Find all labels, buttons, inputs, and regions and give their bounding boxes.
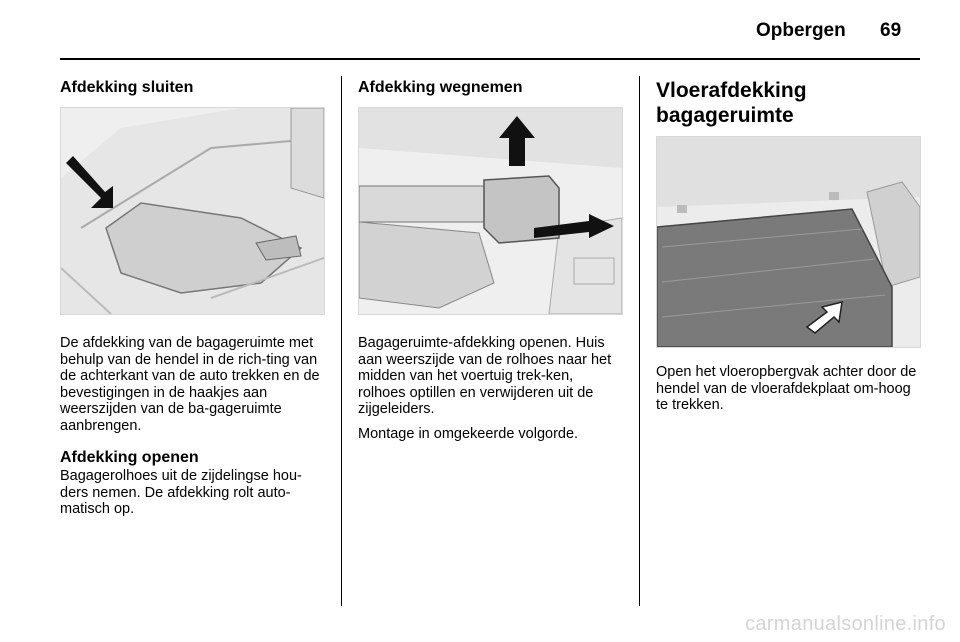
column-divider bbox=[639, 76, 640, 606]
paragraph: Bagagerolhoes uit de zijdelingse hou-ders nemen. De afdekking rolt auto-matisch op. bbox=[60, 468, 302, 517]
paragraph: Bagageruimte-afdekking openen. Huis aan weerszijde van de rolhoes naar het midden van het voertuig trek-ken, rolhoes optillen en verwijderen uit de zijgeleiders. bbox=[358, 335, 612, 417]
section-subheading: Afdekking openen bbox=[60, 449, 199, 466]
section-heading: Afdekking sluiten bbox=[60, 79, 194, 96]
column-remove-cover bbox=[358, 78, 623, 442]
page-header bbox=[0, 0, 960, 60]
page-number: 69 bbox=[880, 20, 902, 41]
section-heading: Vloerafdekking bagageruimte bbox=[656, 79, 807, 127]
paragraph: Montage in omgekeerde volgorde. bbox=[358, 425, 579, 442]
header-rule bbox=[60, 58, 920, 60]
paragraph: Open het vloeropbergvak achter door de hendel van de vloerafdekplaat om-hoog te trekken. bbox=[656, 364, 917, 413]
section-heading: Afdekking wegnemen bbox=[358, 79, 523, 96]
illustration-cover-remove bbox=[358, 107, 623, 315]
watermark: carmanualsonline.info bbox=[745, 613, 946, 635]
column-divider bbox=[341, 76, 342, 606]
illustration-floor-cover bbox=[656, 136, 921, 348]
paragraph: De afdekking van de bagageruimte met behulp van de hendel in de rich-ting van de achterkant van de auto trekken en de bevestigingen in de haakjes aan weerszijden van de ba-gageruimte aanbrengen. bbox=[60, 335, 320, 434]
page-title: Opbergen bbox=[756, 20, 846, 41]
column-close-cover bbox=[60, 78, 325, 518]
illustration-cover-close bbox=[60, 107, 325, 315]
column-floor-cover bbox=[656, 78, 921, 414]
